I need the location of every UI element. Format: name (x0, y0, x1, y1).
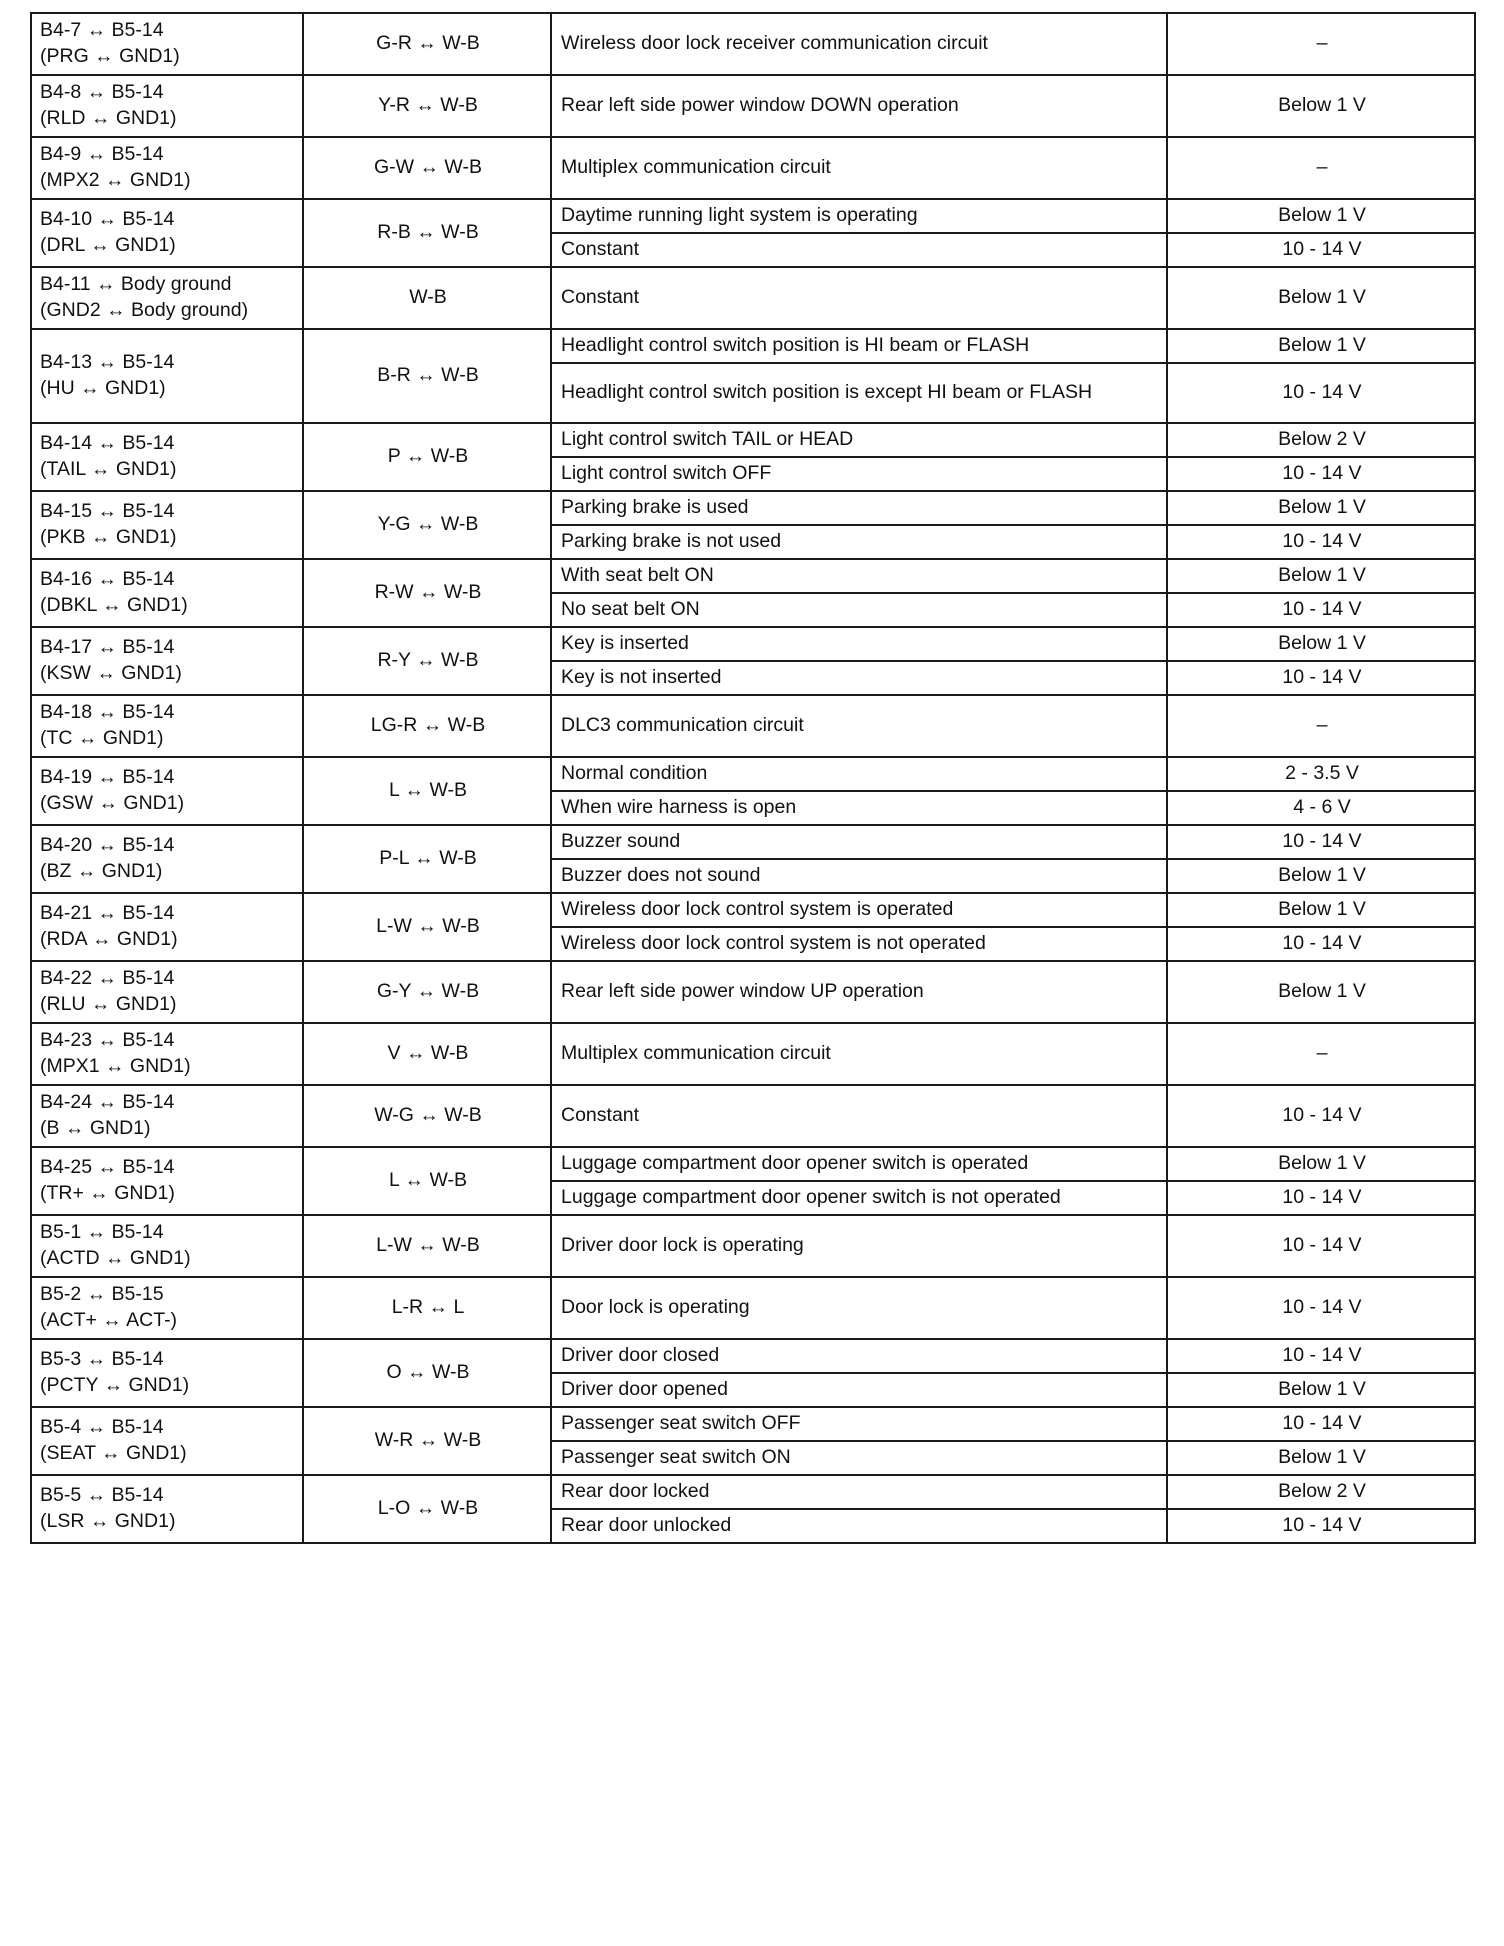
terminal-cell (31, 559, 303, 627)
specified-condition-cell: 10 - 14 V (1167, 1339, 1475, 1373)
specified-condition-cell: Below 1 V (1167, 893, 1475, 927)
wiring-color-cell: R-Y ↔ W-B (303, 627, 551, 695)
specified-condition-cell: 10 - 14 V (1167, 457, 1475, 491)
wiring-color-cell: R-B ↔ W-B (303, 199, 551, 267)
terminal-symbol: (HU ↔ GND1) (40, 377, 166, 399)
specified-condition-cell: Below 1 V (1167, 1147, 1475, 1181)
specified-condition-cell: – (1167, 13, 1475, 75)
table-row (31, 13, 1475, 75)
terminal-number: B4-14 ↔ B5-14 (40, 432, 175, 455)
terminal-cell (31, 199, 303, 267)
terminal-number: B4-10 ↔ B5-14 (40, 208, 175, 231)
terminal-symbol: (PRG ↔ GND1) (40, 45, 180, 67)
wiring-color-cell: Y-R ↔ W-B (303, 75, 551, 137)
condition-cell: Normal condition (551, 757, 1167, 791)
condition-cell: Luggage compartment door opener switch is operated (551, 1147, 1167, 1181)
terminal-cell (31, 825, 303, 893)
terminal-number: B4-24 ↔ B5-14 (40, 1091, 175, 1114)
specified-condition-cell: 10 - 14 V (1167, 661, 1475, 695)
terminal-number: B5-4 ↔ B5-14 (40, 1416, 164, 1439)
condition-cell: Constant (551, 233, 1167, 267)
table-row (31, 559, 1475, 593)
terminal-symbol: (BZ ↔ GND1) (40, 860, 163, 882)
condition-cell: Rear door locked (551, 1475, 1167, 1509)
terminal-number: B4-18 ↔ B5-14 (40, 701, 175, 724)
condition-cell: Light control switch OFF (551, 457, 1167, 491)
terminal-symbol: (TC ↔ GND1) (40, 727, 164, 749)
terminal-cell (31, 423, 303, 491)
terminal-cell (31, 695, 303, 757)
table-row (31, 75, 1475, 137)
table-row (31, 695, 1475, 757)
condition-cell: Rear door unlocked (551, 1509, 1167, 1543)
wiring-color-cell: B-R ↔ W-B (303, 329, 551, 423)
terminal-cell (31, 627, 303, 695)
condition-cell: Passenger seat switch OFF (551, 1407, 1167, 1441)
specified-condition-cell: 10 - 14 V (1167, 1509, 1475, 1543)
condition-cell: Driver door opened (551, 1373, 1167, 1407)
specified-condition-cell: Below 1 V (1167, 75, 1475, 137)
condition-cell: Key is inserted (551, 627, 1167, 661)
condition-cell: DLC3 communication circuit (551, 695, 1167, 757)
specified-condition-cell: 10 - 14 V (1167, 825, 1475, 859)
terminal-cell (31, 491, 303, 559)
terminal-symbol: (ACT+ ↔ ACT-) (40, 1309, 178, 1331)
wiring-color-cell: L ↔ W-B (303, 757, 551, 825)
wiring-color-cell: LG-R ↔ W-B (303, 695, 551, 757)
condition-cell: Door lock is operating (551, 1277, 1167, 1339)
terminal-number: B4-21 ↔ B5-14 (40, 902, 175, 925)
condition-cell: No seat belt ON (551, 593, 1167, 627)
specified-condition-cell: – (1167, 695, 1475, 757)
condition-cell: Rear left side power window DOWN operation (551, 75, 1167, 137)
terminal-symbol: (SEAT ↔ GND1) (40, 1442, 187, 1464)
wiring-color-cell: P ↔ W-B (303, 423, 551, 491)
condition-cell: When wire harness is open (551, 791, 1167, 825)
condition-cell: Constant (551, 267, 1167, 329)
specified-condition-cell: Below 1 V (1167, 267, 1475, 329)
table-row (31, 199, 1475, 233)
specified-condition-cell: 4 - 6 V (1167, 791, 1475, 825)
condition-cell: Wireless door lock control system is operated (551, 893, 1167, 927)
terminal-symbol: (ACTD ↔ GND1) (40, 1247, 191, 1269)
specified-condition-cell: – (1167, 137, 1475, 199)
condition-cell: Parking brake is used (551, 491, 1167, 525)
terminal-cell (31, 961, 303, 1023)
condition-cell: Headlight control switch position is HI beam or FLASH (551, 329, 1167, 363)
terminal-inspection-table (30, 12, 1476, 1544)
specified-condition-cell: 10 - 14 V (1167, 1215, 1475, 1277)
specified-condition-cell: Below 1 V (1167, 859, 1475, 893)
condition-cell: Parking brake is not used (551, 525, 1167, 559)
terminal-cell (31, 1147, 303, 1215)
table-row (31, 491, 1475, 525)
terminal-symbol: (TR+ ↔ GND1) (40, 1182, 175, 1204)
terminal-cell (31, 1339, 303, 1407)
terminal-symbol: (MPX1 ↔ GND1) (40, 1055, 191, 1077)
terminal-number: B5-3 ↔ B5-14 (40, 1348, 164, 1371)
specified-condition-cell: Below 1 V (1167, 1373, 1475, 1407)
wiring-color-cell: L-O ↔ W-B (303, 1475, 551, 1543)
terminal-cell (31, 13, 303, 75)
terminal-number: B4-9 ↔ B5-14 (40, 143, 164, 166)
wiring-color-cell: W-G ↔ W-B (303, 1085, 551, 1147)
terminal-number: B4-22 ↔ B5-14 (40, 967, 175, 990)
table-row (31, 267, 1475, 329)
specified-condition-cell: 10 - 14 V (1167, 1277, 1475, 1339)
terminal-number: B4-25 ↔ B5-14 (40, 1156, 175, 1179)
terminal-cell (31, 1023, 303, 1085)
condition-cell: Rear left side power window UP operation (551, 961, 1167, 1023)
specified-condition-cell: 10 - 14 V (1167, 1407, 1475, 1441)
wiring-color-cell: V ↔ W-B (303, 1023, 551, 1085)
terminal-cell (31, 75, 303, 137)
table-row (31, 423, 1475, 457)
table-row (31, 1085, 1475, 1147)
table-row (31, 893, 1475, 927)
terminal-number: B4-15 ↔ B5-14 (40, 500, 175, 523)
specified-condition-cell: 10 - 14 V (1167, 233, 1475, 267)
terminal-number: B4-23 ↔ B5-14 (40, 1029, 175, 1052)
wiring-color-cell: L ↔ W-B (303, 1147, 551, 1215)
terminal-symbol: (B ↔ GND1) (40, 1117, 151, 1139)
terminal-cell (31, 757, 303, 825)
table-row (31, 1339, 1475, 1373)
terminal-symbol: (PCTY ↔ GND1) (40, 1374, 190, 1396)
terminal-number: B4-20 ↔ B5-14 (40, 834, 175, 857)
condition-cell: Light control switch TAIL or HEAD (551, 423, 1167, 457)
terminal-cell (31, 1215, 303, 1277)
table-row (31, 961, 1475, 1023)
wiring-color-cell: L-R ↔ L (303, 1277, 551, 1339)
wiring-color-cell: G-W ↔ W-B (303, 137, 551, 199)
specified-condition-cell: 10 - 14 V (1167, 1181, 1475, 1215)
terminal-symbol: (LSR ↔ GND1) (40, 1510, 176, 1532)
specified-condition-cell: Below 1 V (1167, 1441, 1475, 1475)
terminal-number: B5-2 ↔ B5-15 (40, 1283, 164, 1306)
specified-condition-cell: 10 - 14 V (1167, 593, 1475, 627)
condition-cell: Key is not inserted (551, 661, 1167, 695)
table-row (31, 1215, 1475, 1277)
specified-condition-cell: Below 2 V (1167, 1475, 1475, 1509)
terminal-symbol: (PKB ↔ GND1) (40, 526, 177, 548)
terminal-cell (31, 1277, 303, 1339)
condition-cell: With seat belt ON (551, 559, 1167, 593)
specified-condition-cell: Below 1 V (1167, 199, 1475, 233)
terminal-number: B4-13 ↔ B5-14 (40, 351, 175, 374)
terminal-number: B5-1 ↔ B5-14 (40, 1221, 164, 1244)
wiring-color-cell: P-L ↔ W-B (303, 825, 551, 893)
specified-condition-cell: – (1167, 1023, 1475, 1085)
condition-cell: Buzzer does not sound (551, 859, 1167, 893)
table-row (31, 757, 1475, 791)
specified-condition-cell: Below 1 V (1167, 961, 1475, 1023)
wiring-color-cell: W-R ↔ W-B (303, 1407, 551, 1475)
table-row (31, 1023, 1475, 1085)
specified-condition-cell: Below 2 V (1167, 423, 1475, 457)
specified-condition-cell: 2 - 3.5 V (1167, 757, 1475, 791)
wiring-color-cell: W-B (303, 267, 551, 329)
terminal-cell (31, 137, 303, 199)
terminal-number: B4-16 ↔ B5-14 (40, 568, 175, 591)
condition-cell: Constant (551, 1085, 1167, 1147)
specified-condition-cell: Below 1 V (1167, 491, 1475, 525)
table-body (31, 13, 1475, 1543)
condition-cell: Passenger seat switch ON (551, 1441, 1167, 1475)
table-row (31, 825, 1475, 859)
terminal-number: B4-17 ↔ B5-14 (40, 636, 175, 659)
table-row (31, 627, 1475, 661)
terminal-number: B4-8 ↔ B5-14 (40, 81, 164, 104)
terminal-number: B4-19 ↔ B5-14 (40, 766, 175, 789)
wiring-color-cell: L-W ↔ W-B (303, 893, 551, 961)
terminal-cell (31, 893, 303, 961)
specified-condition-cell: Below 1 V (1167, 627, 1475, 661)
terminal-symbol: (GSW ↔ GND1) (40, 792, 185, 814)
terminal-symbol: (GND2 ↔ Body ground) (40, 299, 249, 321)
specified-condition-cell: 10 - 14 V (1167, 525, 1475, 559)
terminal-symbol: (DBKL ↔ GND1) (40, 594, 188, 616)
wiring-color-cell: G-R ↔ W-B (303, 13, 551, 75)
wiring-color-cell: O ↔ W-B (303, 1339, 551, 1407)
terminal-cell (31, 267, 303, 329)
specified-condition-cell: Below 1 V (1167, 329, 1475, 363)
wiring-color-cell: G-Y ↔ W-B (303, 961, 551, 1023)
wiring-color-cell: L-W ↔ W-B (303, 1215, 551, 1277)
condition-cell: Multiplex communication circuit (551, 137, 1167, 199)
table-row (31, 1475, 1475, 1509)
condition-cell: Multiplex communication circuit (551, 1023, 1167, 1085)
condition-cell: Daytime running light system is operating (551, 199, 1167, 233)
specified-condition-cell: 10 - 14 V (1167, 927, 1475, 961)
specified-condition-cell: 10 - 14 V (1167, 363, 1475, 423)
table-row (31, 1277, 1475, 1339)
table-row (31, 1407, 1475, 1441)
condition-cell: Headlight control switch position is except HI beam or FLASH (551, 363, 1167, 423)
condition-cell: Driver door closed (551, 1339, 1167, 1373)
terminal-cell (31, 1407, 303, 1475)
terminal-symbol: (MPX2 ↔ GND1) (40, 169, 191, 191)
table-row (31, 1147, 1475, 1181)
terminal-symbol: (RLU ↔ GND1) (40, 993, 177, 1015)
terminal-symbol: (RLD ↔ GND1) (40, 107, 177, 129)
terminal-cell (31, 1475, 303, 1543)
condition-cell: Buzzer sound (551, 825, 1167, 859)
condition-cell: Driver door lock is operating (551, 1215, 1167, 1277)
terminal-number: B5-5 ↔ B5-14 (40, 1484, 164, 1507)
wiring-color-cell: R-W ↔ W-B (303, 559, 551, 627)
table-row (31, 329, 1475, 363)
specified-condition-cell: Below 1 V (1167, 559, 1475, 593)
condition-cell: Wireless door lock receiver communication circuit (551, 13, 1167, 75)
condition-cell: Luggage compartment door opener switch is not operated (551, 1181, 1167, 1215)
terminal-symbol: (RDA ↔ GND1) (40, 928, 178, 950)
terminal-cell (31, 1085, 303, 1147)
terminal-symbol: (TAIL ↔ GND1) (40, 458, 177, 480)
terminal-number: B4-7 ↔ B5-14 (40, 19, 164, 42)
specified-condition-cell: 10 - 14 V (1167, 1085, 1475, 1147)
terminal-cell (31, 329, 303, 423)
terminal-number: B4-11 ↔ Body ground (40, 273, 232, 296)
terminal-symbol: (KSW ↔ GND1) (40, 662, 182, 684)
condition-cell: Wireless door lock control system is not operated (551, 927, 1167, 961)
wiring-color-cell: Y-G ↔ W-B (303, 491, 551, 559)
terminal-symbol: (DRL ↔ GND1) (40, 234, 176, 256)
table-row (31, 137, 1475, 199)
